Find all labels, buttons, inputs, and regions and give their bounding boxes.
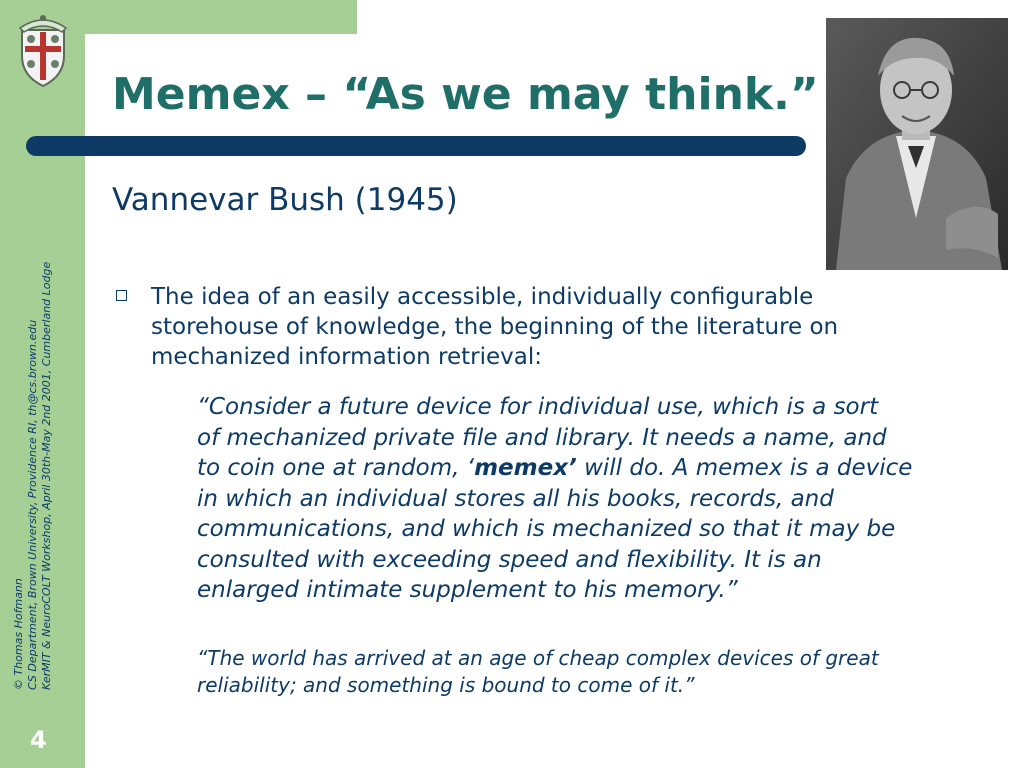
quote-line: enlarged intimate supplement to his memory.” [197, 577, 738, 603]
quote-line: in which an individual stores all his books, records, and [197, 485, 834, 512]
bullet-text [151, 282, 951, 372]
quote-line: consulted with exceeding speed and flexibility. It is an [197, 546, 822, 573]
bullet-line: mechanized information retrieval: [151, 344, 542, 370]
quote-line [197, 453, 1007, 484]
quote-line: “The world has arrived at an age of cheap complex devices of great [197, 646, 879, 670]
copyright-line: © Thomas Hofmann [12, 578, 25, 690]
sidebar-footer [12, 190, 54, 690]
bullet-line: The idea of an easily accessible, individually configurable [151, 284, 814, 310]
top-band [85, 0, 357, 34]
slide-title: Memex – “As we may think.” [112, 69, 819, 120]
bullet-marker [116, 290, 127, 301]
portrait-photo [826, 18, 1008, 270]
quote-line: “Consider a future device for individual use, which is a sort [197, 394, 879, 420]
page-number: 4 [30, 726, 47, 754]
slide-subtitle: Vannevar Bush (1945) [112, 182, 458, 218]
world-quote [197, 645, 1007, 699]
quote-text: will do. A memex is a device [576, 455, 913, 481]
memex-quote [197, 392, 1007, 606]
workshop-line: KerMIT & NeuroCOLT Workshop, April 30th-May 2nd 2001, Cumberland Lodge [40, 261, 53, 690]
memex-term: memex’ [474, 455, 577, 481]
bullet-line: storehouse of knowledge, the beginning of the literature on [151, 314, 839, 340]
quote-line: reliability; and something is bound to come of it.” [197, 673, 695, 697]
title-divider [26, 136, 806, 156]
crest-logo [14, 12, 72, 88]
department-line: CS Department, Brown University, Providence RI, th@cs.brown.edu [26, 319, 39, 690]
quote-line: of mechanized private file and library. It needs a name, and [197, 424, 887, 451]
quote-line: communications, and which is mechanized so that it may be [197, 516, 896, 542]
quote-text: to coin one at random, ‘ [197, 455, 475, 481]
